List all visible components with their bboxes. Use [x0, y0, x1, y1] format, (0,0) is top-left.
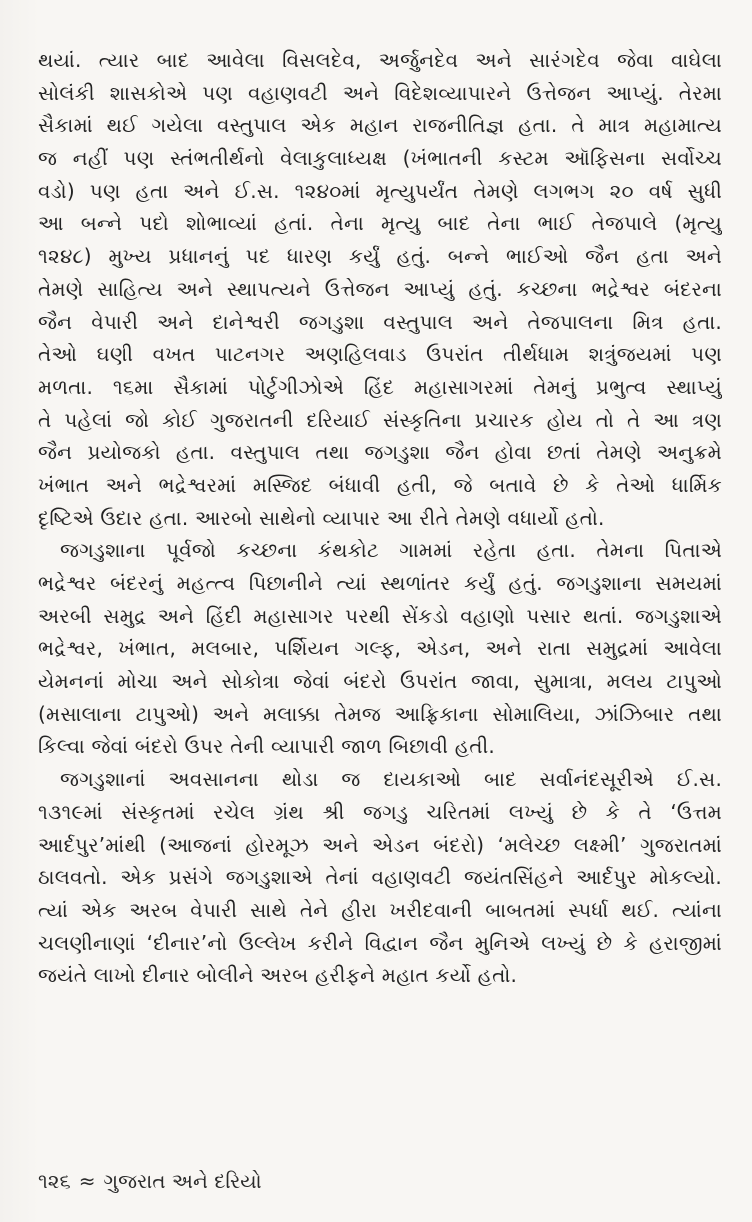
page-footer: [38, 1166, 270, 1196]
book-title: ગુજરાત અને દરિયો: [103, 1169, 262, 1193]
paragraph: [38, 44, 722, 534]
text-line: ભદ્રેશ્વર, ખંભાત, મલબાર, પર્શિયન ગલ્ફ, એડન, અને રાતા સમુદ્રમાં આવેલા: [38, 636, 722, 661]
text-line: આર્દપુર’માંથી (આજનાં હોરમૂઝ અને એડન બંદરો) ‘મલેચ્છ લક્ષ્મી’ ગુજરાતમાં: [38, 832, 722, 857]
text-line: આ બન્ને પદો શોભાવ્યાં હતાં. તેના મૃત્યુ બાદ તેના ભાઈ તેજપાલે (મૃત્યુ: [38, 211, 722, 236]
text-line: ત્યાં એક અરબ વેપારી સાથે તેને હીરા ખરીદવાની બાબતમાં સ્પર્ધા થઈ. ત્યાંના: [38, 897, 722, 922]
text-line: ૧૨૪૮) મુખ્ય પ્રધાનનું પદ ધારણ કર્યું હતું. બન્ને ભાઈઓ જૈન હતા અને: [38, 244, 722, 269]
text-line: જગડુશાના પૂર્વજો કચ્છના કંથકોટ ગામમાં રહેતા હતા. તેમના પિતાએ: [60, 538, 722, 563]
body-text: [38, 44, 722, 992]
paragraph: [38, 763, 722, 992]
paragraph: [38, 534, 722, 763]
text-line: થયાં. ત્યાર બાદ આવેલા વિસલદેવ, અર્જુનદેવ અને સારંગદેવ જેવા વાઘેલા: [38, 48, 722, 72]
footer-separator: ≈: [78, 1169, 96, 1193]
text-line: ચલણીનાણાં ‘દીનાર’નો ઉલ્લેખ કરીને વિદ્વાન જૈન મુનિએ લખ્યું છે કે હરાજીમાં: [38, 930, 722, 955]
text-line: ૧૩૧૯માં સંસ્કૃતમાં રચેલ ગ્રંથ શ્રી જગડુ ચરિતમાં લખ્યું છે કે તે ‘ઉત્તમ: [38, 799, 722, 824]
text-line: જયંતે લાખો દીનાર બોલીને અરબ હરીફને મહાત કર્યો હતો.: [38, 963, 518, 988]
text-line: ભદ્રેશ્વર બંદરનું મહત્ત્વ પિછાનીને ત્યાં સ્થળાંતર કર્યું હતું. જગડુશાના સમયમાં: [38, 571, 722, 595]
text-line: તેમણે સાહિત્ય અને સ્થાપત્યને ઉત્તેજન આપ્યું હતું. કચ્છના ભદ્રેશ્વર બંદરના: [38, 276, 722, 301]
text-line: દૃષ્ટિએ ઉદાર હતા. આરબો સાથેનો વ્યાપાર આ રીતે તેમણે વધાર્યો હતો.: [38, 505, 605, 530]
text-line: (મસાલાના ટાપુઓ) અને મલાક્કા તેમજ આફ્રિકાના સોમાલિયા, ઝાંઝિબાર તથા: [38, 701, 722, 726]
text-line: જ નહીં પણ સ્તંભતીર્થનો વેલાકુલાધ્યક્ષ (ખંભાતની કસ્ટમ ઑફિસના સર્વોચ્ચ: [38, 146, 722, 171]
text-line: મળતા. ૧૬મા સૈકામાં પોર્ટુગીઝોએ હિંદ મહાસાગરમાં તેમનું પ્રભુત્વ સ્થાપ્યું: [38, 374, 722, 399]
text-line: સોલંકી શાસકોએ પણ વહાણવટી અને વિદેશવ્યાપારને ઉત્તેજન આપ્યું. તેરમા: [38, 80, 722, 105]
page-number: ૧૨૬: [38, 1169, 71, 1193]
text-line: તે પહેલાં જો કોઈ ગુજરાતની દરિયાઈ સંસ્કૃતિના પ્રચારક હોય તો તે આ ત્રણ: [38, 407, 722, 432]
text-line: સૈકામાં થઈ ગયેલા વસ્તુપાલ એક મહાન રાજનીતિજ્ઞ હતા. તે માત્ર મહામાત્ય: [38, 113, 722, 138]
text-line: જૈન વેપારી અને દાનેશ્વરી જગડુશા વસ્તુપાલ અને તેજપાલના મિત્ર હતા.: [38, 309, 722, 334]
text-line: જૈન પ્રયોજકો હતા. વસ્તુપાલ તથા જગડુશા જૈન હોવા છતાં તેમણે અનુક્રમે: [38, 440, 722, 465]
text-line: કિલ્વા જેવાં બંદરો ઉપર તેની વ્યાપારી જાળ બિછાવી હતી.: [38, 734, 495, 759]
text-line: ખંભાત અને ભદ્રેશ્વરમાં મસ્જિદ બંધાવી હતી, જે બતાવે છે કે તેઓ ધાર્મિક: [38, 472, 722, 497]
text-line: જગડુશાનાં અવસાનના થોડા જ દાયકાઓ બાદ સર્વાનંદસૂરીએ ઈ.સ.: [60, 767, 722, 792]
text-line: વડો) પણ હતા અને ઈ.સ. ૧૨૪૦માં મૃત્યુપર્યંત તેમણે લગભગ ૨૦ વર્ષ સુધી: [38, 178, 722, 203]
text-line: યેમનનાં મોચા અને સોકોત્રા જેવાં બંદરો ઉપરાંત જાવા, સુમાત્રા, મલય ટાપુઓ: [38, 669, 722, 694]
text-line: તેઓ ઘણી વખત પાટનગર અણહિલવાડ ઉપરાંત તીર્થધામ શત્રુંજયમાં પણ: [38, 342, 722, 367]
text-line: અરબી સમુદ્ર અને હિંદી મહાસાગર પરથી સેંકડો વહાણો પસાર થતાં. જગડુશાએ: [38, 603, 722, 628]
text-line: ઠાલવતો. એક પ્રસંગે જગડુશાએ તેનાં વહાણવટી જયંતસિંહને આર્દપુર મોકલ્યો.: [38, 865, 722, 890]
